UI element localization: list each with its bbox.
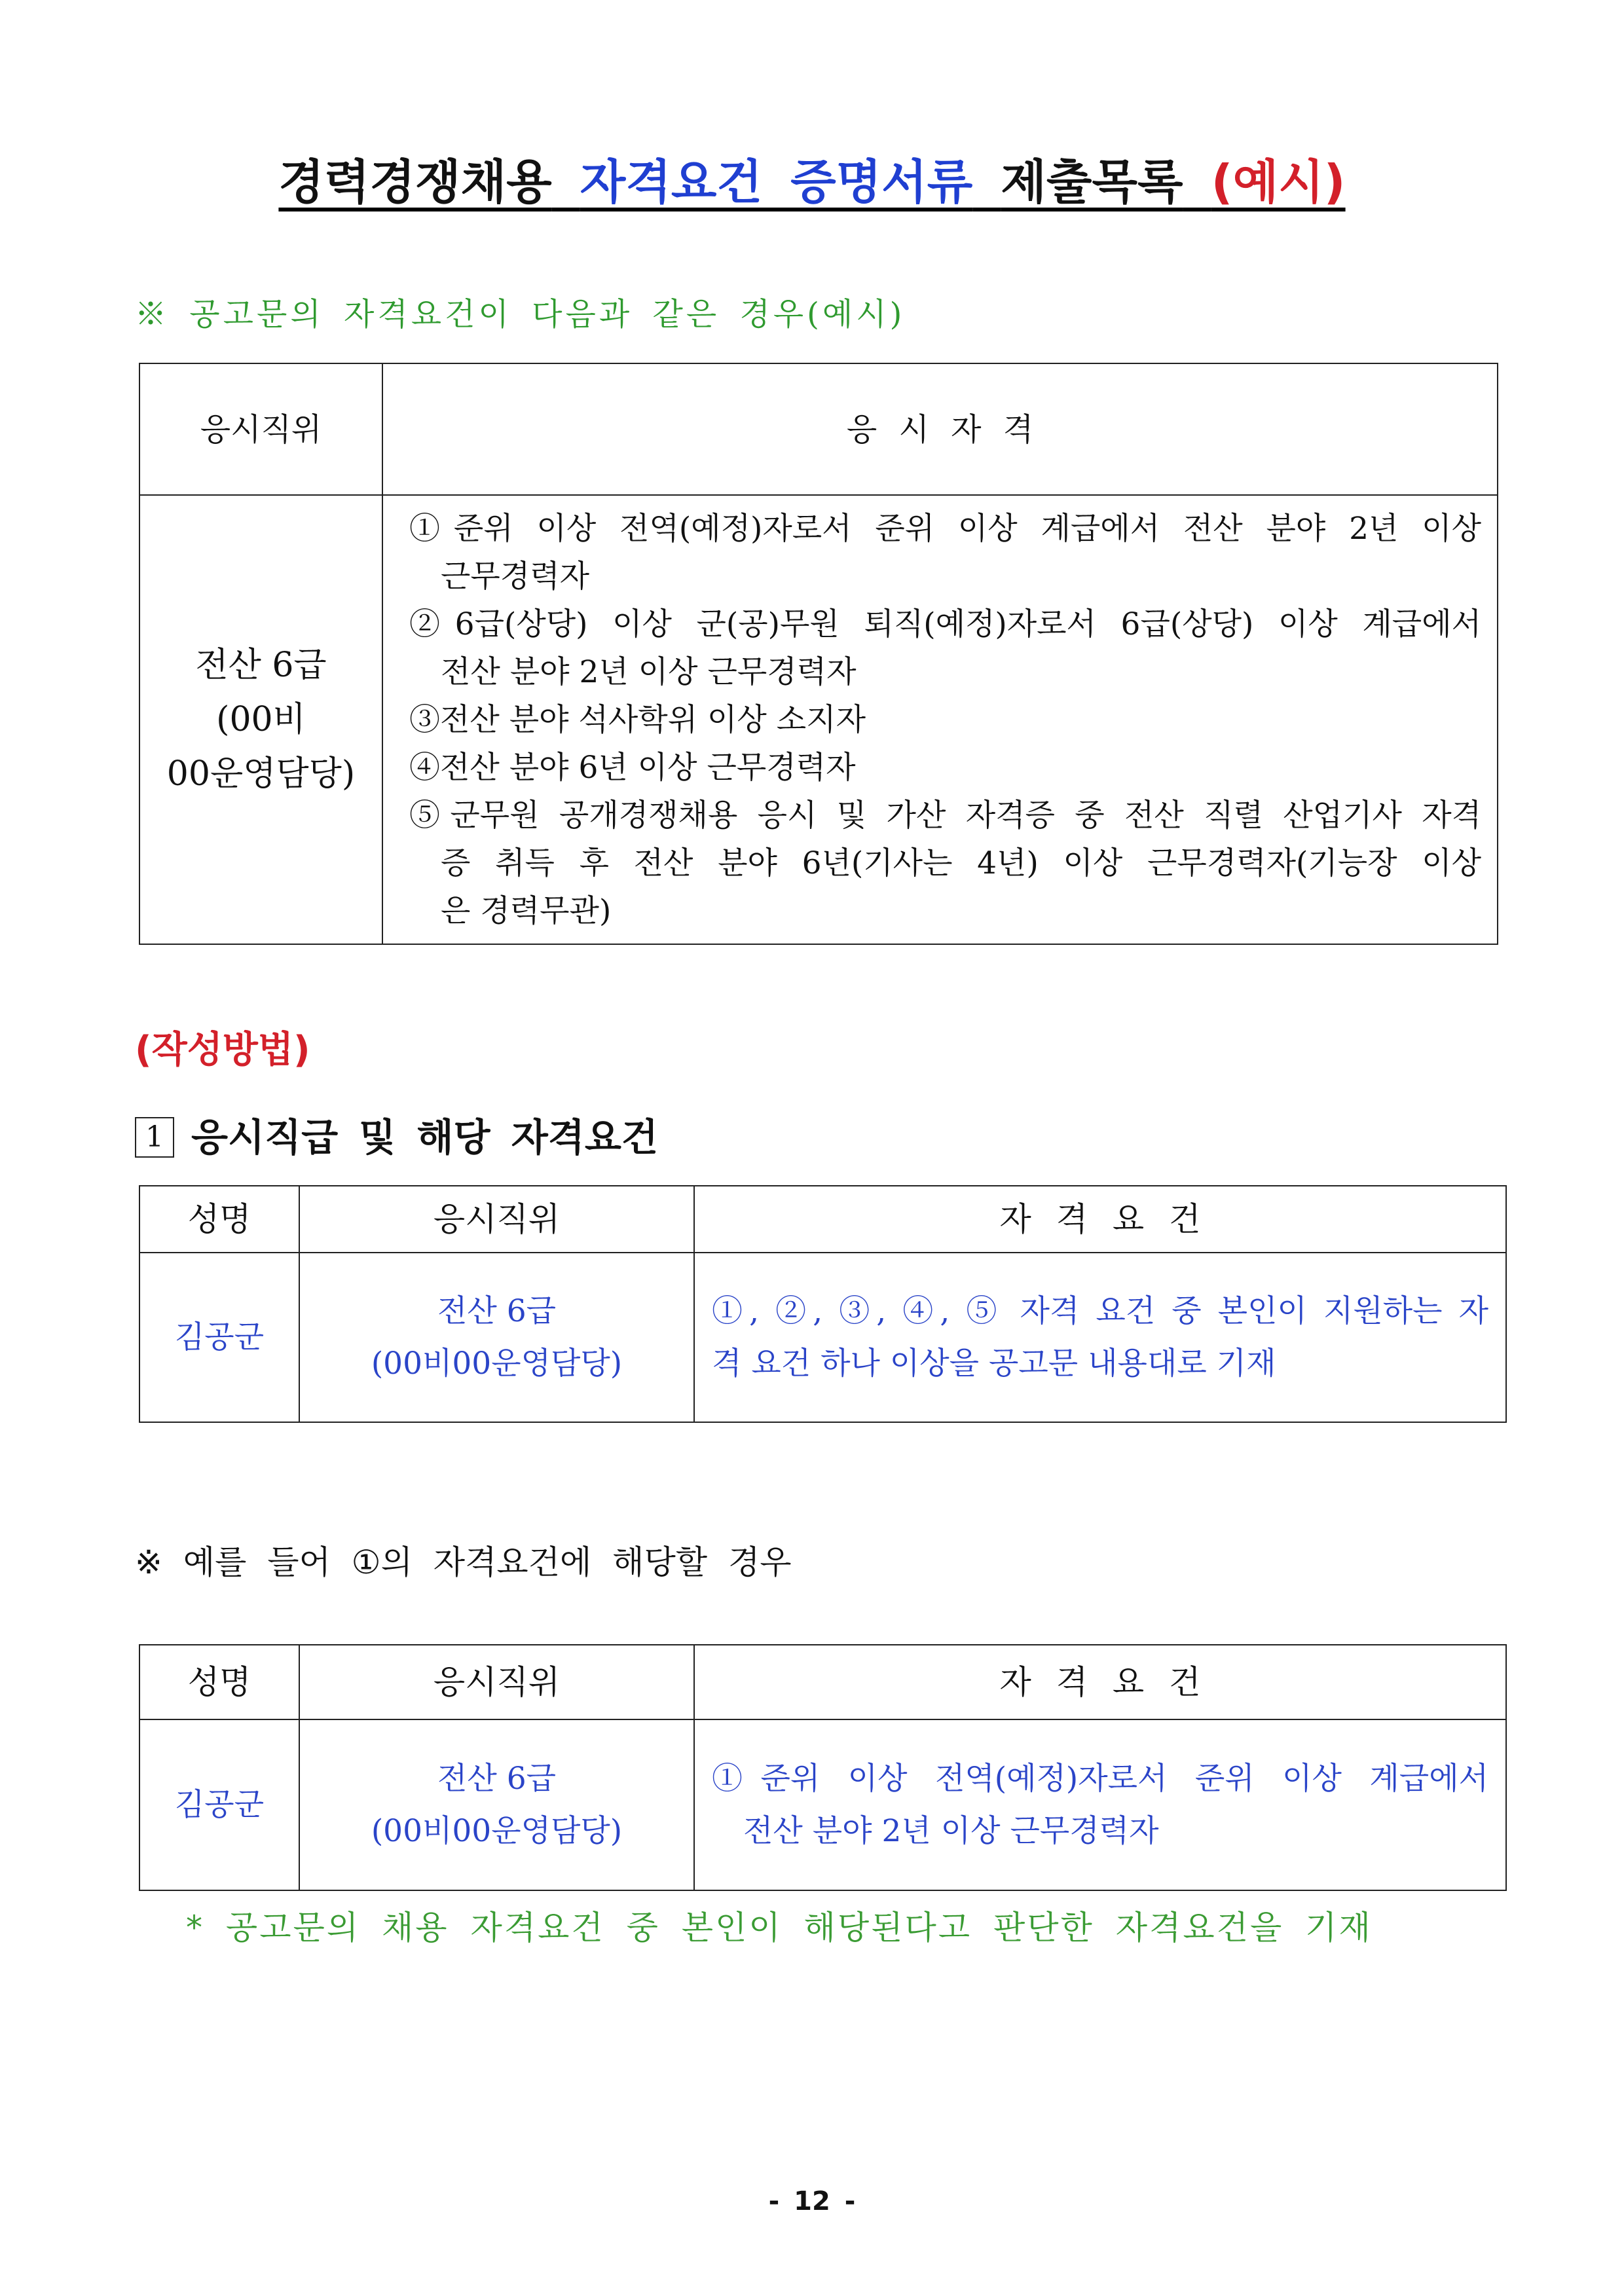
requirements-body-row [139,495,1498,944]
item-line: ②6급(상당) 이상 군(공)무원 퇴직(예정)자로서 6급(상당) 이상 계급에서 [409,606,1481,642]
applied-position-cell [299,1253,694,1422]
position-line: (00비 [216,699,306,739]
qualification-item-5 [409,792,1481,935]
qualification-item-4 [409,744,1481,792]
position-line: 전산 6급 [437,1293,557,1329]
requirement-cell [694,1253,1506,1422]
requirement-line: ①준위 이상 전역(예정)자로서 준위 이상 계급에서 [712,1760,1488,1797]
requirement-line: 격 요건 하나 이상을 공고문 내용대로 기재 [712,1345,1276,1382]
form-table [139,1185,1507,1423]
header-applied-position: 응시직위 [299,1186,694,1253]
title-part-list: 제출목록 [1001,155,1183,210]
title-part-recruitment: 경력경쟁채용 [278,155,552,210]
item-line: 증 취득 후 전산 분야 6년(기사는 4년) 이상 근무경력자(기능장 이상 [441,845,1481,881]
page-title [0,148,1624,216]
position-line: 전산 6급 [195,645,327,685]
item-line: 은 경력무관) [441,892,612,929]
position-line: 전산 6급 [437,1760,557,1797]
title-part-example: (예시) [1211,155,1346,210]
item-line: ⑤군무원 공개경쟁채용 응시 및 가산 자격증 중 전산 직렬 산업기사 자격 [409,797,1481,834]
qualification-item-3 [409,696,1481,744]
example-table [139,1644,1507,1891]
name-cell: 김공군 [139,1719,299,1890]
header-applied-position: 응시직위 [299,1645,694,1719]
position-line: (00비00운영담당) [371,1812,623,1849]
applied-position-cell [139,495,382,944]
example-note: ※ 공고문의 자격요건이 다음과 같은 경우(예시) [135,296,906,333]
applied-position-cell [299,1719,694,1890]
qualification-item-2 [409,600,1481,696]
section-number-box: 1 [135,1117,174,1158]
footnote: * 공고문의 채용 자격요건 중 본인이 해당된다고 판단한 자격요건을 기재 [186,1909,1373,1947]
position-line: 00운영담당) [166,754,356,794]
title-underlined-text [278,155,1345,210]
example-case-note: ※ 예를 들어 ①의 자격요건에 해당할 경우 [135,1543,792,1581]
header-name: 성명 [139,1186,299,1253]
header-qualification: 응 시 자 격 [382,363,1498,495]
item-line: ④전산 분야 6년 이상 근무경력자 [409,749,856,786]
name-cell: 김공군 [139,1253,299,1422]
requirements-table [139,363,1498,945]
item-line: 근무경력자 [441,558,590,595]
header-requirement: 자 격 요 건 [694,1645,1506,1719]
page-number: - 12 - [768,2186,856,2216]
section-heading [135,1112,658,1163]
example-header-row [139,1645,1506,1719]
position-line: (00비00운영담당) [371,1345,623,1382]
requirement-line: 전산 분야 2년 이상 근무경력자 [743,1812,1159,1849]
title-part-documents: 자격요건 증명서류 [580,155,973,210]
item-line: ①준위 이상 전역(예정)자로서 준위 이상 계급에서 전산 분야 2년 이상 [409,510,1481,547]
requirements-header-row [139,363,1498,495]
section-label: 응시직급 및 해당 자격요건 [191,1115,658,1160]
requirement-cell [694,1719,1506,1890]
requirement-line: ①, ②, ③, ④, ⑤ 자격 요건 중 본인이 지원하는 자 [712,1293,1488,1329]
header-applied-position: 응시직위 [139,363,382,495]
form-header-row [139,1186,1506,1253]
form-body-row [139,1253,1506,1422]
header-requirement: 자 격 요 건 [694,1186,1506,1253]
qualification-item-1 [409,505,1481,600]
qualification-cell [382,495,1498,944]
header-name: 성명 [139,1645,299,1719]
item-line: 전산 분야 2년 이상 근무경력자 [441,653,857,690]
item-line: ③전산 분야 석사학위 이상 소지자 [409,701,866,738]
method-heading: (작성방법) [135,1029,310,1071]
example-body-row [139,1719,1506,1890]
